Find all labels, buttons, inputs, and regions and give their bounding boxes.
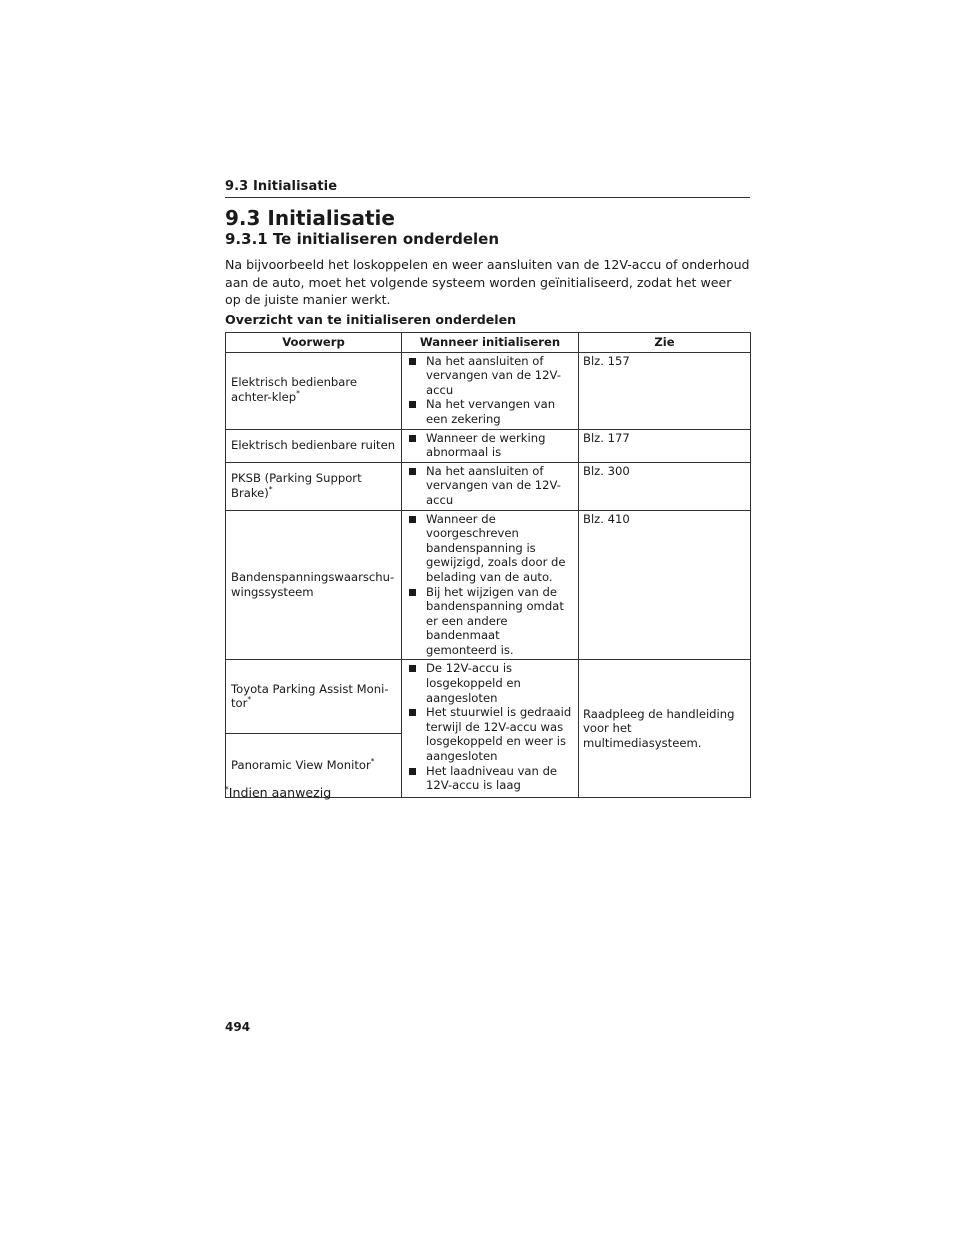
table-row (226, 660, 751, 734)
object-cell (226, 352, 402, 429)
intro-paragraph: Na bijvoorbeeld het loskoppelen en weer aansluiten van de 12V-accu of onderhoud aan de auto, moet het volgende systeem worden geïnitialiseerd, zodat het weer op de juiste manier werkt. (225, 257, 750, 307)
column-header-see: Zie (579, 333, 751, 353)
column-header-object: Voorwerp (226, 333, 402, 353)
column-header-when: Wanneer initialiseren (402, 333, 579, 353)
bullet-square-icon (409, 589, 416, 596)
initialization-table (225, 332, 751, 798)
footnote-text: Indien aanwezig (228, 785, 332, 800)
bullet-square-icon (409, 516, 416, 523)
table-row (226, 462, 751, 510)
list-item: Het laadniveau van de 12V-accu is laag (408, 764, 574, 793)
object-cell (226, 462, 402, 510)
object-name: Toyota Parking Assist Moni-tor (231, 681, 389, 711)
table-caption: Overzicht van te initialiseren onderdelen (225, 312, 517, 327)
subsection-heading: 9.3.1 Te initialiseren onderdelen (225, 230, 500, 248)
bullet-square-icon (409, 358, 416, 365)
reference-cell: Blz. 157 (579, 352, 751, 429)
when-cell (402, 660, 579, 798)
when-cell (402, 429, 579, 462)
bullet-square-icon (409, 468, 416, 475)
when-cell (402, 352, 579, 429)
bullet-square-icon (409, 768, 416, 775)
list-item: Na het aansluiten of vervangen van de 12V-accu (408, 354, 574, 398)
bullet-square-icon (409, 435, 416, 442)
footnote-mark: * (225, 785, 229, 794)
reference-cell: Blz. 300 (579, 462, 751, 510)
object-name: Elektrisch bedienbare achter-klep (231, 375, 358, 405)
when-cell (402, 462, 579, 510)
list-item: Na het vervangen van een zekering (408, 397, 574, 426)
bullet-square-icon (409, 401, 416, 408)
list-item: Wanneer de werking abnormaal is (408, 431, 574, 460)
bullet-square-icon (409, 665, 416, 672)
running-head: 9.3 Initialisatie (225, 179, 750, 198)
bullet-square-icon (409, 709, 416, 716)
list-item: Wanneer de voorgeschreven bandenspanning is gewijzigd, zoals door de belading van de auto. (408, 512, 574, 585)
page-number: 494 (225, 1020, 251, 1034)
object-name: Elektrisch bedienbare ruiten (231, 437, 396, 452)
object-cell (226, 660, 402, 734)
footnote-marker: * (296, 389, 300, 399)
reference-cell: Raadpleeg de handleiding voor het multimediasysteem. (579, 660, 751, 798)
table-row (226, 429, 751, 462)
table-header-row (226, 333, 751, 353)
list-item: De 12V-accu is losgekoppeld en aangesloten (408, 661, 574, 705)
reference-cell: Blz. 177 (579, 429, 751, 462)
table-row (226, 510, 751, 660)
footnote (225, 785, 331, 800)
footnote-marker: * (370, 757, 375, 767)
footnote-marker: * (268, 484, 273, 494)
section-heading: 9.3 Initialisatie (225, 206, 395, 230)
object-name: Bandenspanningswaarschu-wingssysteem (231, 569, 395, 599)
when-cell (402, 510, 579, 660)
object-name: PKSB (Parking Support Brake) (231, 471, 362, 500)
list-item: Het stuurwiel is gedraaid terwijl de 12V-accu was losgekoppeld en weer is aangesloten (408, 705, 574, 763)
object-name: Panoramic View Monitor (231, 758, 371, 773)
list-item: Na het aansluiten of vervangen van de 12V-accu (408, 464, 574, 508)
footnote-marker: * (247, 695, 252, 705)
table-row (226, 352, 751, 429)
object-cell (226, 510, 402, 660)
list-item: Bij het wijzigen van de bandenspanning omdat er een andere bandenmaat gemonteerd is. (408, 585, 574, 658)
object-cell (226, 429, 402, 462)
reference-cell: Blz. 410 (579, 510, 751, 660)
